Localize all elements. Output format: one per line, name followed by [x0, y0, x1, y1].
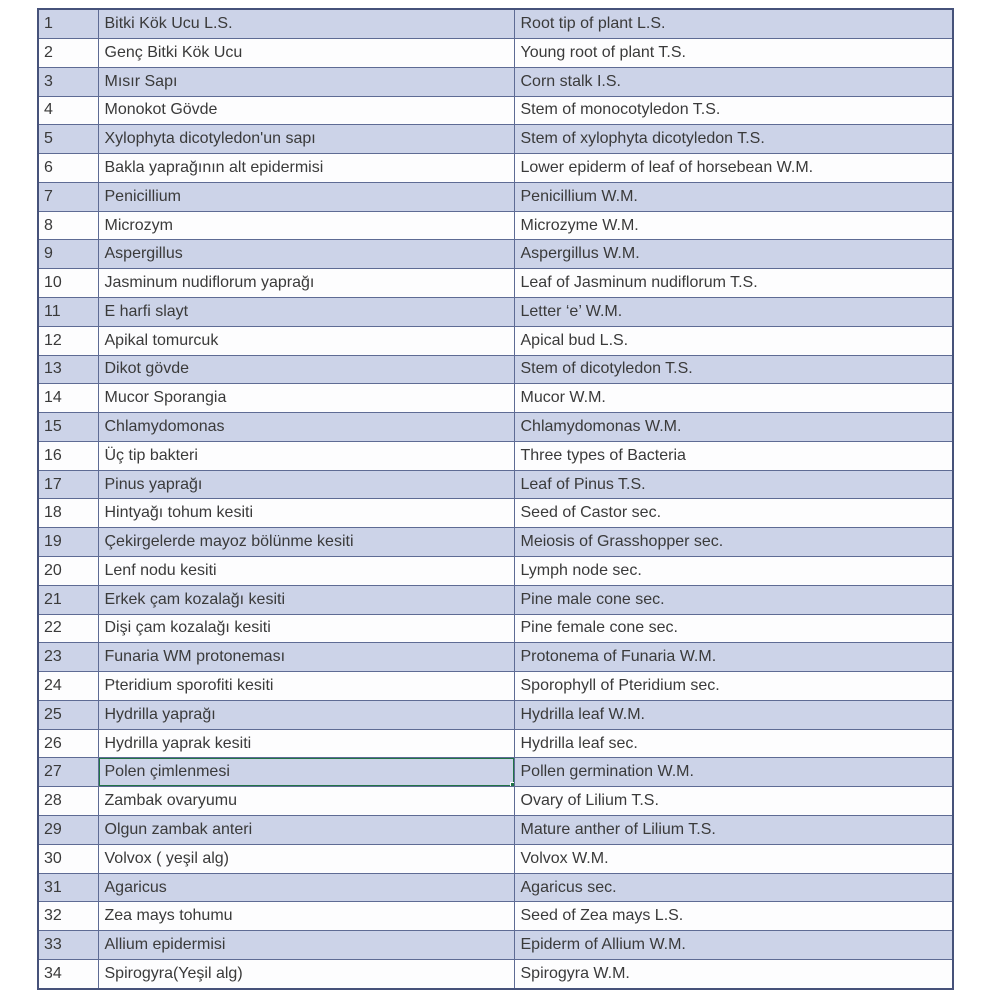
english-name-cell[interactable]: Letter ‘e’ W.M.: [514, 297, 953, 326]
english-name-cell[interactable]: Volvox W.M.: [514, 844, 953, 873]
table-row: [38, 700, 953, 729]
table-row: [38, 643, 953, 672]
row-number-cell[interactable]: 3: [38, 67, 98, 96]
row-number-cell[interactable]: 6: [38, 154, 98, 183]
row-number-cell[interactable]: 21: [38, 585, 98, 614]
row-number-cell[interactable]: 18: [38, 499, 98, 528]
turkish-name-cell[interactable]: Zambak ovaryumu: [98, 787, 514, 816]
english-name-cell[interactable]: Three types of Bacteria: [514, 441, 953, 470]
table-row: [38, 844, 953, 873]
specimen-table-body: [38, 9, 953, 989]
turkish-name-cell[interactable]: Hydrilla yaprak kesiti: [98, 729, 514, 758]
english-name-cell[interactable]: Leaf of Pinus T.S.: [514, 470, 953, 499]
table-row: [38, 269, 953, 298]
english-name-cell[interactable]: Mature anther of Lilium T.S.: [514, 816, 953, 845]
table-row: [38, 355, 953, 384]
turkish-name-cell[interactable]: Çekirgelerde mayoz bölünme kesiti: [98, 528, 514, 557]
turkish-name-cell[interactable]: Erkek çam kozalağı kesiti: [98, 585, 514, 614]
table-row: [38, 9, 953, 38]
english-name-cell[interactable]: Root tip of plant L.S.: [514, 9, 953, 38]
row-number-cell[interactable]: 26: [38, 729, 98, 758]
table-row: [38, 758, 953, 787]
turkish-name-cell[interactable]: Apikal tomurcuk: [98, 326, 514, 355]
row-number-cell[interactable]: 17: [38, 470, 98, 499]
row-number-cell[interactable]: 10: [38, 269, 98, 298]
english-name-cell[interactable]: Seed of Zea mays L.S.: [514, 902, 953, 931]
english-name-cell[interactable]: Agaricus sec.: [514, 873, 953, 902]
row-number-cell[interactable]: 11: [38, 297, 98, 326]
table-row: [38, 38, 953, 67]
table-row: [38, 816, 953, 845]
turkish-name-cell[interactable]: Polen çimlenmesi: [98, 758, 514, 787]
turkish-name-cell[interactable]: Pinus yaprağı: [98, 470, 514, 499]
table-row: [38, 211, 953, 240]
row-number-cell[interactable]: 2: [38, 38, 98, 67]
specimen-table: [37, 8, 954, 990]
turkish-name-cell[interactable]: Bitki Kök Ucu L.S.: [98, 9, 514, 38]
table-row: [38, 182, 953, 211]
english-name-cell[interactable]: Pine male cone sec.: [514, 585, 953, 614]
english-name-cell[interactable]: Young root of plant T.S.: [514, 38, 953, 67]
turkish-name-cell[interactable]: Funaria WM protoneması: [98, 643, 514, 672]
row-number-cell[interactable]: 12: [38, 326, 98, 355]
table-row: [38, 470, 953, 499]
row-number-cell[interactable]: 20: [38, 557, 98, 586]
english-name-cell[interactable]: Hydrilla leaf sec.: [514, 729, 953, 758]
turkish-name-cell[interactable]: Zea mays tohumu: [98, 902, 514, 931]
table-row: [38, 528, 953, 557]
english-name-cell[interactable]: Lower epiderm of leaf of horsebean W.M.: [514, 154, 953, 183]
english-name-cell[interactable]: Leaf of Jasminum nudiflorum T.S.: [514, 269, 953, 298]
table-row: [38, 729, 953, 758]
english-name-cell[interactable]: Chlamydomonas W.M.: [514, 413, 953, 442]
row-number-cell[interactable]: 31: [38, 873, 98, 902]
english-name-cell[interactable]: Seed of Castor sec.: [514, 499, 953, 528]
english-name-cell[interactable]: Pollen germination W.M.: [514, 758, 953, 787]
english-name-cell[interactable]: Apical bud L.S.: [514, 326, 953, 355]
table-row: [38, 557, 953, 586]
row-number-cell[interactable]: 14: [38, 384, 98, 413]
english-name-cell[interactable]: Microzyme W.M.: [514, 211, 953, 240]
table-row: [38, 384, 953, 413]
turkish-name-cell[interactable]: Hintyağı tohum kesiti: [98, 499, 514, 528]
table-row: [38, 787, 953, 816]
english-name-cell[interactable]: Pine female cone sec.: [514, 614, 953, 643]
row-number-cell[interactable]: 24: [38, 672, 98, 701]
english-name-cell[interactable]: Spirogyra W.M.: [514, 959, 953, 989]
turkish-name-cell[interactable]: Dişi çam kozalağı kesiti: [98, 614, 514, 643]
table-row: [38, 441, 953, 470]
english-name-cell[interactable]: Epiderm of Allium W.M.: [514, 931, 953, 960]
turkish-name-cell[interactable]: Lenf nodu kesiti: [98, 557, 514, 586]
row-number-cell[interactable]: 19: [38, 528, 98, 557]
table-row: [38, 67, 953, 96]
english-name-cell[interactable]: Stem of monocotyledon T.S.: [514, 96, 953, 125]
english-name-cell[interactable]: Lymph node sec.: [514, 557, 953, 586]
row-number-cell[interactable]: 29: [38, 816, 98, 845]
turkish-name-cell[interactable]: Mısır Sapı: [98, 67, 514, 96]
turkish-name-cell[interactable]: Jasminum nudiflorum yaprağı: [98, 269, 514, 298]
table-row: [38, 672, 953, 701]
table-row: [38, 614, 953, 643]
row-number-cell[interactable]: 22: [38, 614, 98, 643]
english-name-cell[interactable]: Hydrilla leaf W.M.: [514, 700, 953, 729]
table-row: [38, 585, 953, 614]
turkish-name-cell[interactable]: Allium epidermisi: [98, 931, 514, 960]
english-name-cell[interactable]: Meiosis of Grasshopper sec.: [514, 528, 953, 557]
turkish-name-cell[interactable]: Aspergillus: [98, 240, 514, 269]
row-number-cell[interactable]: 4: [38, 96, 98, 125]
turkish-name-cell[interactable]: Dikot gövde: [98, 355, 514, 384]
table-row: [38, 154, 953, 183]
row-number-cell[interactable]: 32: [38, 902, 98, 931]
turkish-name-cell[interactable]: Bakla yaprağının alt epidermisi: [98, 154, 514, 183]
turkish-name-cell[interactable]: Hydrilla yaprağı: [98, 700, 514, 729]
turkish-name-cell[interactable]: Microzym: [98, 211, 514, 240]
table-row: [38, 873, 953, 902]
english-name-cell[interactable]: Mucor W.M.: [514, 384, 953, 413]
turkish-name-cell[interactable]: Spirogyra(Yeşil alg): [98, 959, 514, 989]
turkish-name-cell[interactable]: Mucor Sporangia: [98, 384, 514, 413]
table-row: [38, 499, 953, 528]
english-name-cell[interactable]: Stem of dicotyledon T.S.: [514, 355, 953, 384]
table-row: [38, 96, 953, 125]
turkish-name-cell[interactable]: Olgun zambak anteri: [98, 816, 514, 845]
english-name-cell[interactable]: Ovary of Lilium T.S.: [514, 787, 953, 816]
row-number-cell[interactable]: 13: [38, 355, 98, 384]
row-number-cell[interactable]: 33: [38, 931, 98, 960]
english-name-cell[interactable]: Corn stalk I.S.: [514, 67, 953, 96]
row-number-cell[interactable]: 8: [38, 211, 98, 240]
row-number-cell[interactable]: 25: [38, 700, 98, 729]
table-row: [38, 240, 953, 269]
turkish-name-cell[interactable]: Chlamydomonas: [98, 413, 514, 442]
turkish-name-cell[interactable]: Genç Bitki Kök Ucu: [98, 38, 514, 67]
row-number-cell[interactable]: 9: [38, 240, 98, 269]
table-row: [38, 297, 953, 326]
turkish-name-cell[interactable]: Üç tip bakteri: [98, 441, 514, 470]
table-row: [38, 326, 953, 355]
row-number-cell[interactable]: 28: [38, 787, 98, 816]
table-row: [38, 125, 953, 154]
turkish-name-cell[interactable]: Volvox ( yeşil alg): [98, 844, 514, 873]
turkish-name-cell[interactable]: Monokot Gövde: [98, 96, 514, 125]
table-row: [38, 413, 953, 442]
english-name-cell[interactable]: Penicillium W.M.: [514, 182, 953, 211]
turkish-name-cell[interactable]: E harfi slayt: [98, 297, 514, 326]
row-number-cell[interactable]: 1: [38, 9, 98, 38]
turkish-name-cell[interactable]: Agaricus: [98, 873, 514, 902]
english-name-cell[interactable]: Stem of xylophyta dicotyledon T.S.: [514, 125, 953, 154]
row-number-cell[interactable]: 23: [38, 643, 98, 672]
english-name-cell[interactable]: Protonema of Funaria W.M.: [514, 643, 953, 672]
table-row: [38, 959, 953, 989]
turkish-name-cell[interactable]: Penicillium: [98, 182, 514, 211]
row-number-cell[interactable]: 7: [38, 182, 98, 211]
row-number-cell[interactable]: 34: [38, 959, 98, 989]
row-number-cell[interactable]: 16: [38, 441, 98, 470]
row-number-cell[interactable]: 5: [38, 125, 98, 154]
english-name-cell[interactable]: Aspergillus W.M.: [514, 240, 953, 269]
table-row: [38, 931, 953, 960]
english-name-cell[interactable]: Sporophyll of Pteridium sec.: [514, 672, 953, 701]
row-number-cell[interactable]: 15: [38, 413, 98, 442]
turkish-name-cell[interactable]: Xylophyta dicotyledon'un sapı: [98, 125, 514, 154]
row-number-cell[interactable]: 30: [38, 844, 98, 873]
row-number-cell[interactable]: 27: [38, 758, 98, 787]
table-row: [38, 902, 953, 931]
turkish-name-cell[interactable]: Pteridium sporofiti kesiti: [98, 672, 514, 701]
